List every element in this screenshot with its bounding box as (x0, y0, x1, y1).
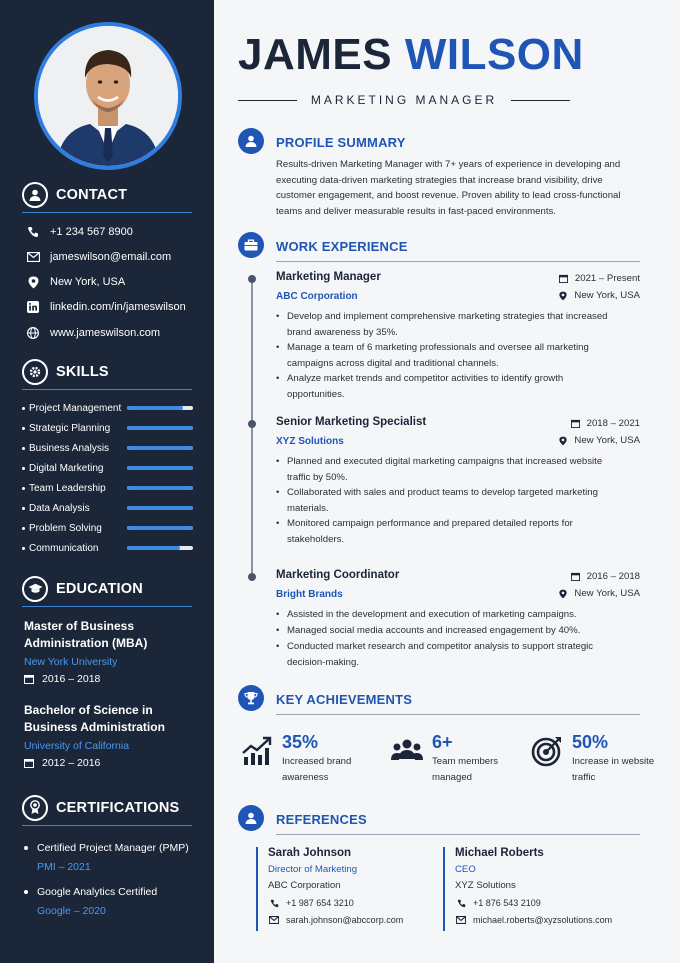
skill-level-fill (127, 426, 193, 430)
contact-text: +1 234 567 8900 (50, 226, 133, 238)
profile-title: PROFILE SUMMARY (276, 135, 406, 150)
gear-icon (22, 359, 48, 385)
education-section-header (22, 577, 192, 607)
job-location-text: New York, USA (574, 435, 640, 446)
skill-level-fill (127, 466, 193, 470)
phone-icon (455, 899, 467, 908)
first-name: JAMES (238, 30, 393, 79)
achievements-title: KEY ACHIEVEMENTS (276, 692, 413, 707)
section-rule (276, 261, 640, 262)
education-years (24, 673, 100, 685)
contact-text: jameswilson@email.com (50, 251, 172, 263)
references-title: REFERENCES (276, 812, 367, 827)
contact-phone[interactable] (26, 225, 133, 239)
bullet-dot (22, 527, 25, 530)
certifications-section-header (22, 796, 192, 826)
job-dates-text: 2018 – 2021 (586, 418, 640, 429)
contact-title: CONTACT (56, 186, 128, 203)
job-bullet: • Analyze market trends and competitor activities to identify growth opportunities. (276, 371, 616, 402)
skill-name: Business Analysis (29, 442, 110, 454)
reference-phone[interactable] (455, 898, 612, 908)
job-location (557, 588, 640, 599)
skill-item (22, 541, 194, 555)
reference-company: XYZ Solutions (455, 880, 516, 891)
skill-item (22, 521, 194, 535)
globe-icon (26, 326, 40, 340)
skill-name: Team Leadership (29, 482, 106, 494)
job-dates-text: 2016 – 2018 (586, 571, 640, 582)
job-title: Marketing Manager (276, 271, 381, 283)
education-years-text: 2016 – 2018 (42, 673, 101, 685)
location-icon (26, 275, 40, 289)
skill-item (22, 441, 194, 455)
job-company: Bright Brands (276, 589, 343, 600)
profile-photo (34, 22, 182, 170)
skill-bar (127, 446, 193, 450)
team-icon (390, 734, 424, 768)
location-icon (557, 436, 569, 446)
section-rule (276, 834, 640, 835)
contact-text: www.jameswilson.com (50, 327, 161, 339)
bullet-dot (22, 507, 25, 510)
reference-card (256, 847, 403, 931)
skill-name: Problem Solving (29, 522, 102, 534)
reference-card (443, 847, 612, 931)
achievement-value: 6+ (432, 732, 453, 752)
bullet-dot (22, 447, 25, 450)
job-location-text: New York, USA (574, 290, 640, 301)
skill-bar (127, 546, 193, 550)
contact-text: New York, USA (50, 276, 126, 288)
certification-name: Certified Project Manager (PMP) (24, 842, 189, 854)
skill-level-fill (127, 486, 193, 490)
contact-text: linkedin.com/in/jameswilson (50, 301, 186, 313)
bullet-dot (22, 467, 25, 470)
job-dates (558, 273, 640, 284)
reference-title: Director of Marketing (268, 864, 358, 875)
sidebar (0, 0, 214, 963)
job-location-text: New York, USA (574, 588, 640, 599)
education-years-text: 2012 – 2016 (42, 757, 101, 769)
person-icon (22, 182, 48, 208)
education-years (24, 757, 100, 769)
email-icon (455, 916, 467, 924)
certification-item (24, 886, 157, 917)
reference-email[interactable] (268, 915, 403, 925)
reference-phone-text: +1 987 654 3210 (286, 898, 354, 908)
education-degree: Bachelor of Science in Business Administration (24, 703, 165, 734)
bullet-dot (22, 407, 25, 410)
education-school: New York University (24, 656, 118, 668)
bullet-dot (22, 427, 25, 430)
job-bullet: • Conducted market research and competitor analysis to support strategic decision-making. (276, 639, 616, 670)
achievement-item (240, 732, 366, 785)
achievement-item (390, 732, 516, 785)
job-location (557, 435, 640, 446)
job-company: ABC Corporation (276, 291, 358, 302)
contact-location (26, 275, 125, 289)
timeline-dot (248, 420, 256, 428)
trophy-icon (238, 685, 264, 711)
skill-item (22, 501, 194, 515)
skill-bar (127, 526, 193, 530)
calendar-icon (24, 674, 34, 684)
reference-title: CEO (455, 864, 476, 875)
references-user-icon (238, 805, 264, 831)
education-school: University of California (24, 740, 130, 752)
reference-name: Sarah Johnson (268, 847, 352, 859)
skill-level-fill (127, 406, 183, 410)
achievement-item (530, 732, 656, 785)
briefcase-icon (238, 232, 264, 258)
person-name (238, 30, 584, 80)
skill-item (22, 481, 194, 495)
phone-icon (26, 225, 40, 239)
job-bullet: • Planned and executed digital marketing campaigns that increased website traffic by 50%. (276, 454, 616, 485)
divider (238, 100, 297, 101)
certification-name: Google Analytics Certified (24, 886, 157, 898)
skill-name: Communication (29, 542, 99, 554)
job-title: Senior Marketing Specialist (276, 416, 427, 428)
last-name: WILSON (404, 30, 584, 79)
achievement-value: 35% (282, 732, 319, 752)
education-title: EDUCATION (56, 580, 143, 597)
job-bullet: • Assisted in the development and execution of marketing campaigns. (276, 607, 616, 623)
skills-section-header (22, 360, 192, 390)
profile-text: Results-driven Marketing Manager with 7+ years of experience in developing and executing data-driven marketing strategies that increase brand visibility, drive customer engagement, and boost revenue. Proven ability to lead cross-functional teams and deliver measurable results in fast-paced environments. (276, 159, 621, 217)
job-bullet: • Collaborated with sales and product teams to develop targeted marketing materials. (276, 485, 616, 516)
linkedin-icon (26, 300, 40, 314)
contact-email[interactable] (26, 250, 171, 264)
job-title: Marketing Coordinator (276, 569, 400, 581)
location-icon (557, 589, 569, 599)
target-icon (530, 734, 564, 768)
certification-meta: Google – 2020 (37, 905, 106, 917)
skill-item (22, 401, 194, 415)
calendar-icon (570, 419, 582, 428)
calendar-icon (558, 274, 570, 283)
education-degree: Master of Business Administration (MBA) (24, 619, 148, 650)
reference-phone-text: +1 876 543 2109 (473, 898, 541, 908)
divider (511, 100, 570, 101)
skill-name: Digital Marketing (29, 462, 104, 474)
skill-bar (127, 506, 193, 510)
achievement-desc: Increase in website traffic (572, 756, 655, 783)
skill-name: Project Management (29, 402, 122, 414)
skill-level-fill (127, 546, 180, 550)
contact-linkedin[interactable] (26, 300, 186, 314)
achievement-value: 50% (572, 732, 609, 752)
job-bullet: • Managed social media accounts and increased engagement by 40%. (276, 623, 616, 639)
job-bullet: • Manage a team of 6 marketing professionals and oversee all marketing campaigns across digital and traditional channels. (276, 340, 616, 371)
location-icon (557, 291, 569, 301)
job-role: MARKETING MANAGER (310, 93, 498, 107)
bullet-dot (22, 547, 25, 550)
skill-level-fill (127, 446, 193, 450)
reference-phone[interactable] (268, 898, 403, 908)
role-line (238, 92, 570, 108)
skill-bar (127, 486, 193, 490)
skills-title: SKILLS (56, 363, 109, 380)
certification-item (24, 842, 189, 873)
reference-name: Michael Roberts (455, 847, 544, 859)
achievement-desc: Increased brand awareness (282, 756, 352, 783)
timeline-dot (248, 573, 256, 581)
skill-item (22, 461, 194, 475)
reference-email-text: michael.roberts@xyzsolutions.com (473, 915, 613, 925)
contact-section-header (22, 183, 192, 213)
skill-name: Data Analysis (29, 502, 90, 514)
experience-title: WORK EXPERIENCE (276, 239, 408, 254)
skill-level-fill (127, 506, 193, 510)
email-icon (268, 916, 280, 924)
calendar-icon (24, 758, 34, 768)
job-dates (570, 418, 640, 429)
phone-icon (268, 899, 280, 908)
job-dates-text: 2021 – Present (574, 273, 640, 284)
job-bullet: • Monitored campaign performance and prepared detailed reports for stakeholders. (276, 516, 616, 547)
timeline-dot (248, 275, 256, 283)
certification-meta: PMI – 2021 (37, 861, 91, 873)
reference-company: ABC Corporation (268, 880, 341, 891)
job-dates (570, 571, 640, 582)
skill-bar (127, 466, 193, 470)
section-rule (276, 714, 640, 715)
graduation-cap-icon (22, 576, 48, 602)
profile-user-icon (238, 128, 264, 154)
job-company: XYZ Solutions (276, 436, 344, 447)
calendar-icon (570, 572, 582, 581)
achievement-desc: Team members managed (432, 756, 499, 783)
skill-item (22, 421, 194, 435)
growth-chart-icon (240, 734, 274, 768)
skill-name: Strategic Planning (29, 422, 111, 434)
certifications-title: CERTIFICATIONS (56, 799, 180, 816)
job-bullet: • Develop and implement comprehensive marketing strategies that increased brand awareness by 35%. (276, 309, 616, 340)
email-icon (26, 250, 40, 264)
skill-bar (127, 426, 193, 430)
job-location (557, 290, 640, 301)
bullet-dot (22, 487, 25, 490)
skill-bar (127, 406, 193, 410)
award-icon (22, 795, 48, 821)
reference-email-text: sarah.johnson@abccorp.com (286, 915, 404, 925)
reference-email[interactable] (455, 915, 612, 925)
contact-website[interactable] (26, 326, 160, 340)
skill-level-fill (127, 526, 193, 530)
